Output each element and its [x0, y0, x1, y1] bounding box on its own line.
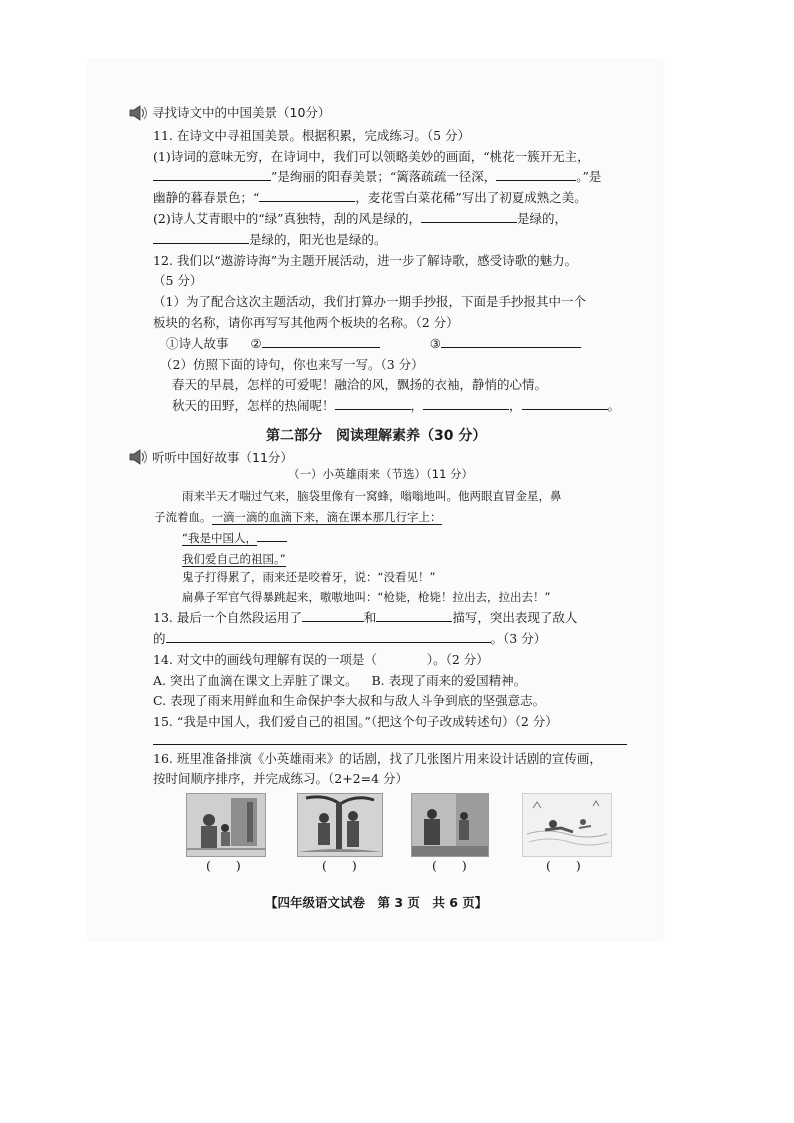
- answer-blank[interactable]: [153, 168, 271, 181]
- underlined-sentence: 一滴一滴的血滴下来，滴在课本那几行字上：: [211, 510, 442, 524]
- passage-para-3: 扁鼻子军官气得暴跳起来，嗷嗷地叫：“枪毙，枪毙！拉出去，拉出去！”: [182, 590, 551, 604]
- question-14-option-c[interactable]: C. 表现了雨来用鲜血和生命保护李大叔和与敌人斗争到底的坚强意志。: [153, 693, 546, 708]
- illustration-4: [522, 793, 612, 857]
- question-12-part2: （2）仿照下面的诗句，你也来写一写。（3 分）: [160, 357, 424, 372]
- question-12-score: （5 分）: [153, 273, 203, 288]
- section-title-poetry-scenery: 寻找诗文中的中国美景（10分）: [152, 105, 331, 120]
- illustration-3: [411, 793, 489, 857]
- answer-blank[interactable]: [259, 189, 355, 202]
- question-13: 13. 最后一个自然段运用了 和 描写，突出表现了敌人: [153, 610, 578, 625]
- question-14-stem: 14. 对文中的画线句理解有误的一项是（ ）。（2 分）: [153, 652, 489, 667]
- answer-blank[interactable]: [335, 397, 411, 410]
- order-blank-3[interactable]: ( ): [432, 858, 467, 873]
- option-b[interactable]: B. 表现了雨来的爱国精神。: [371, 673, 527, 688]
- question-11-line-1: (1)诗词的意味无穷，在诗词中，我们可以领略美妙的画面，“桃花一簇开无主，: [153, 149, 590, 164]
- passage-para-2: 鬼子打得累了，雨来还是咬着牙，说：“没看见！”: [182, 570, 436, 584]
- answer-blank[interactable]: [302, 609, 364, 622]
- question-11-stem: 11. 在诗文中寻祖国美景。根据积累，完成练习。（5 分）: [153, 128, 471, 143]
- answer-blank[interactable]: [153, 231, 249, 244]
- answer-blank[interactable]: [496, 168, 576, 181]
- question-12-example: 春天的早晨，怎样的可爱呢！融洽的风，飘扬的衣袖，静悄的心情。: [172, 377, 548, 392]
- question-12-items: ①诗人故事 ② ③: [166, 335, 581, 353]
- option-a[interactable]: A. 突出了血滴在课文上弄脏了课文。: [153, 673, 358, 688]
- question-12-prompt: 秋天的田野，怎样的热闹呢！ ， ， 。: [172, 398, 621, 413]
- question-11-line-4: (2)诗人艾青眼中的“绿”真独特，刮的风是绿的， 是绿的，: [153, 211, 568, 226]
- order-blank-2[interactable]: ( ): [322, 858, 357, 873]
- question-11-line-5: 是绿的，阳光也是绿的。: [153, 231, 387, 249]
- section-title-story: 听听中国好故事（11分）: [152, 450, 293, 465]
- question-16-line-2: 按时间顺序排序，并完成练习。（2+2=4 分）: [153, 771, 409, 786]
- question-16-line-1: 16. 班里准备排演《小英雄雨来》的话剧，找了几张图片用来设计话剧的宣传画，: [153, 751, 602, 766]
- order-blank-4[interactable]: ( ): [546, 858, 581, 873]
- answer-blank[interactable]: [421, 210, 517, 223]
- question-15: 15. “我是中国人，我们爱自己的祖国。”（把这个句子改成转述句）（2 分）: [153, 714, 558, 729]
- question-14-options-ab: [153, 672, 526, 690]
- answer-blank[interactable]: [376, 609, 452, 622]
- answer-blank[interactable]: [166, 630, 491, 643]
- answer-blank[interactable]: [441, 335, 581, 348]
- answer-blank[interactable]: [423, 397, 509, 410]
- speaker-icon: [128, 104, 148, 122]
- passage-quote-1: “我是中国人，: [182, 529, 287, 547]
- order-blank-1[interactable]: ( ): [206, 858, 241, 873]
- illustration-1: [186, 793, 266, 857]
- speaker-icon: [128, 448, 148, 466]
- answer-blank[interactable]: [262, 335, 380, 348]
- part-two-title: 第二部分 阅读理解素养（30 分）: [266, 428, 487, 444]
- passage-title: （一）小英雄雨来（节选）（11 分）: [288, 467, 474, 481]
- illustration-2: [297, 793, 383, 857]
- answer-line[interactable]: [153, 744, 627, 745]
- question-12-part1-line1: （1）为了配合这次主题活动，我们打算办一期手抄报，下面是手抄报其中一个: [153, 294, 586, 309]
- question-11-line-3: 幽静的暮春景色；“ ，麦花雪白菜花稀”写出了初夏成熟之美。: [153, 190, 587, 205]
- passage-quote-2: 我们爱自己的祖国。”: [182, 552, 286, 566]
- answer-blank[interactable]: [522, 397, 608, 410]
- question-12-part1-line2: 板块的名称，请你再写写其他两个板块的名称。（2 分）: [153, 315, 459, 330]
- passage-para-1-cont: 子流着血。一滴一滴的血滴下来，滴在课本那几行字上：: [154, 510, 442, 524]
- page-footer: 【四年级语文试卷 第 3 页 共 6 页】: [265, 895, 488, 910]
- question-13-cont: 的 。（3 分）: [153, 631, 547, 646]
- question-12-stem: 12. 我们以“遨游诗海”为主题开展活动，进一步了解诗歌，感受诗歌的魅力。: [153, 253, 578, 268]
- passage-para-1: 雨来半天才喘过气来，脑袋里像有一窝蜂，嗡嗡地叫。他两眼直冒金星，鼻: [182, 489, 562, 503]
- question-11-line-2: ”是绚丽的阳春美景；“篱落疏疏一径深， 。”是: [153, 168, 601, 186]
